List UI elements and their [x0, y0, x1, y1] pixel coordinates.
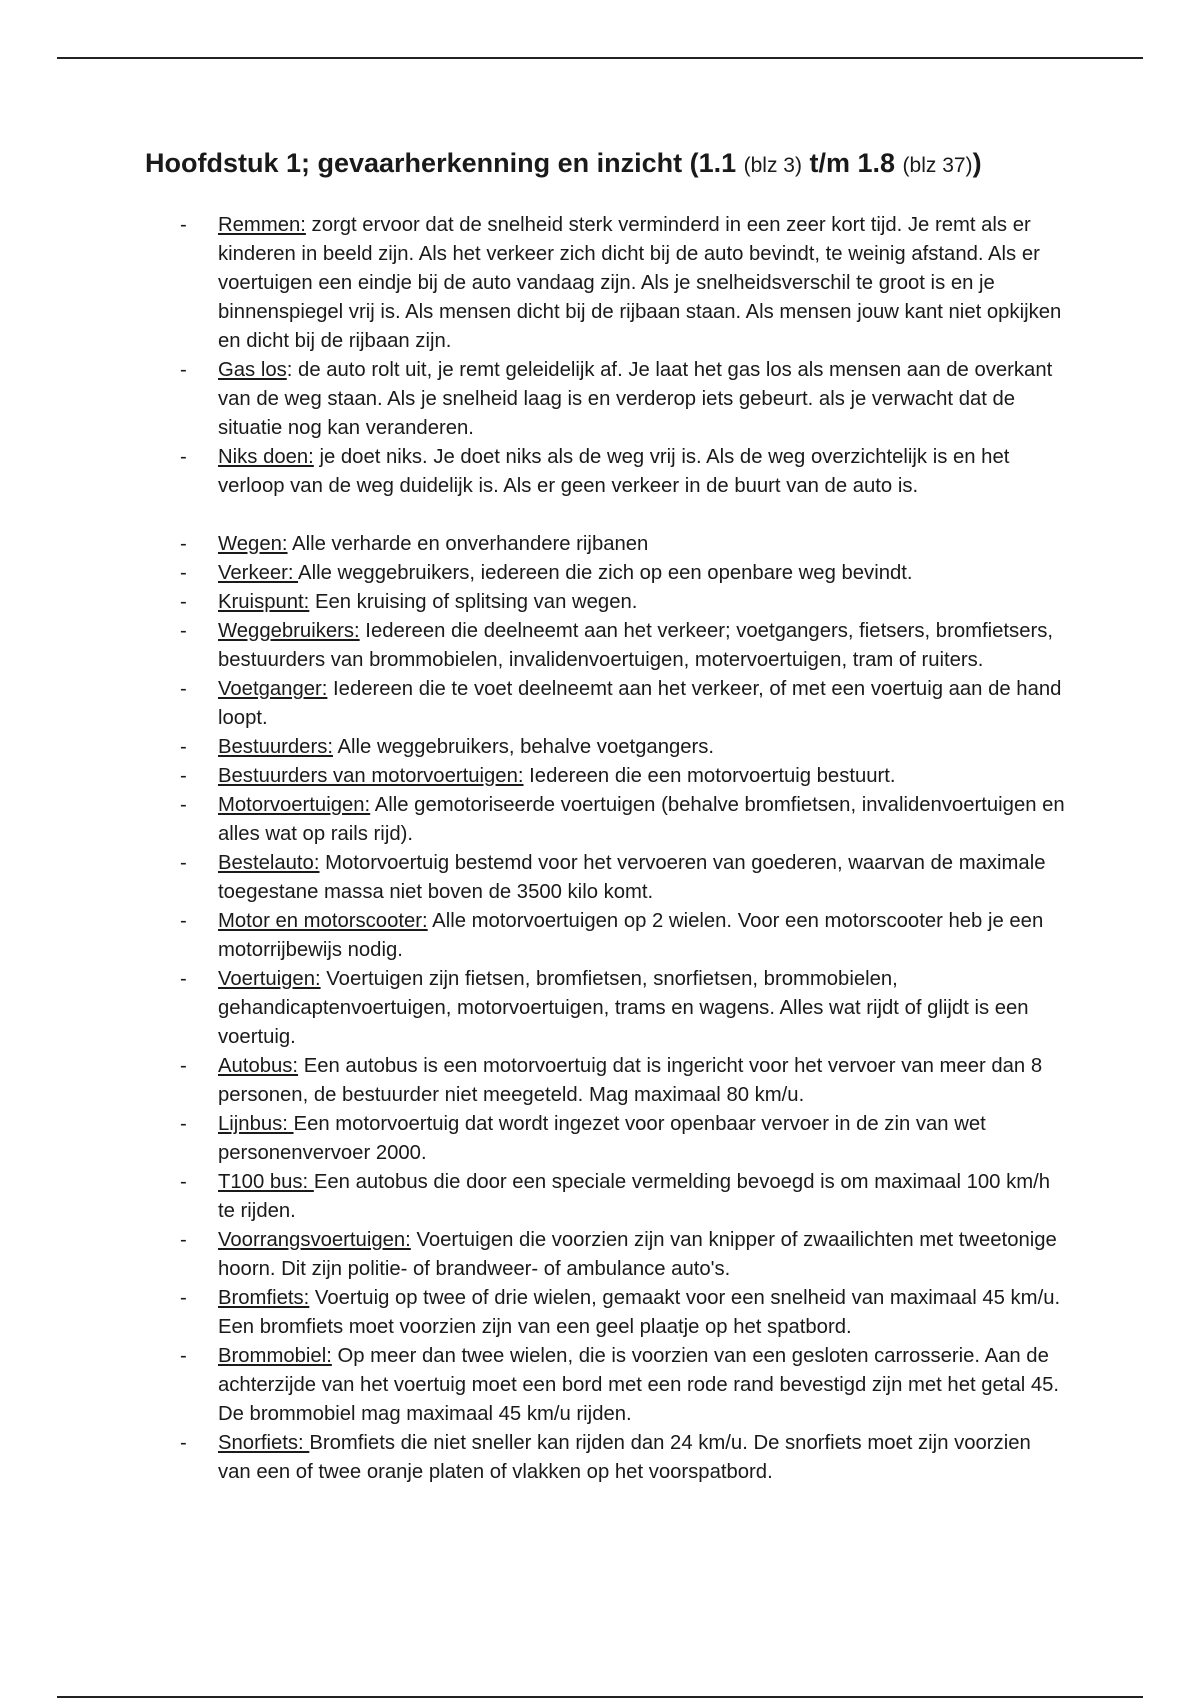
list-item-brommobiel: - Brommobiel: Op meer dan twee wielen, die is voorzien van een gesloten carrosserie. Aan de achterzijde van het voertuig moet een bord met een rode rand bevestigd zijn met het getal 45. De brommobiel mag maximaal 45 km/u rijden.	[180, 1345, 1060, 1425]
list-item-wegen: - Wegen: Alle verharde en onverhandere rijbanen	[180, 533, 649, 555]
list-item-bestuurders: - Bestuurders: Alle weggebruikers, behalve voetgangers.	[180, 736, 715, 758]
list-item-t100-bus: - T100 bus: Een autobus die door een speciale vermelding bevoegd is om maximaal 100 km/h te rijden.	[180, 1171, 1051, 1222]
list-item-bromfiets: - Bromfiets: Voertuig op twee of drie wielen, gemaakt voor een snelheid van maximaal 45 km/u. Een bromfiets moet voorzien zijn van een geel plaatje op het spatbord.	[180, 1287, 1061, 1338]
list-item-bestuurders-motorvoertuigen: - Bestuurders van motorvoertuigen: Iedereen die een motorvoertuig bestuurt.	[180, 765, 896, 787]
footer-rule	[57, 1696, 1143, 1698]
definition-list	[145, 211, 1065, 1487]
list-item-gas-los: - Gas los: de auto rolt uit, je remt geleidelijk af. Je laat het gas los als mensen aan de overkant van de weg staan. Als je snelheid laag is en verderop iets gebeurt. als je verwacht dat de situatie nog kan veranderen.	[180, 359, 1053, 439]
list-item-motorvoertuigen: - Motorvoertuigen: Alle gemotoriseerde voertuigen (behalve bromfietsen, invalidenvoertuigen en alles wat op rails rijd).	[180, 794, 1065, 845]
header-rule	[57, 57, 1143, 59]
list-item-voorrangsvoertuigen: - Voorrangsvoertuigen: Voertuigen die voorzien zijn van knipper of zwaailichten met tweetonige hoorn. Dit zijn politie- of brandweer- of ambulance auto's.	[180, 1229, 1057, 1280]
list-item-motor-motorscooter: - Motor en motorscooter: Alle motorvoertuigen op 2 wielen. Voor een motorscooter heb je een motorrijbewijs nodig.	[180, 910, 1044, 961]
list-item-voetganger: - Voetganger: Iedereen die te voet deelneemt aan het verkeer, of met een voertuig aan de hand loopt.	[180, 678, 1062, 729]
page-title: Hoofdstuk 1; gevaarherkenning en inzicht (1.1 (blz 3) t/m 1.8 (blz 37))	[145, 148, 982, 178]
list-item-snorfiets: - Snorfiets: Bromfiets die niet sneller kan rijden dan 24 km/u. De snorfiets moet zijn voorzien van een of twee oranje platen of vlakken op het voorspatbord.	[180, 1432, 1031, 1483]
list-item-bestelauto: - Bestelauto: Motorvoertuig bestemd voor het vervoeren van goederen, waarvan de maximale toegestane massa niet boven de 3500 kilo komt.	[180, 852, 1046, 903]
list-item-niks-doen: - Niks doen: je doet niks. Je doet niks als de weg vrij is. Als de weg overzichtelijk is en het verloop van de weg duidelijk is. Als er geen verkeer in de buurt van de auto is.	[180, 446, 1010, 497]
list-item-lijnbus: - Lijnbus: Een motorvoertuig dat wordt ingezet voor openbaar vervoer in de zin van wet personenvervoer 2000.	[180, 1113, 986, 1164]
list-item-voertuigen: - Voertuigen: Voertuigen zijn fietsen, bromfietsen, snorfietsen, brommobielen, gehandicaptenvoertuigen, motorvoertuigen, trams en wagens. Alles wat rijdt of glijdt is een voertuig.	[180, 968, 1029, 1048]
list-item-remmen: - Remmen: zorgt ervoor dat de snelheid sterk verminderd in een zeer kort tijd. Je remt als er kinderen in beeld zijn. Als het verkeer zich dicht bij de auto bevindt, te weinig afstand. Als er voertuigen een eindje bij de auto vandaag zijn. Als je snelheidsverschil te groot is en je binnenspiegel vrij is. Als mensen dicht bij de rijbaan staan. Als mensen jouw kant niet opkijken en dicht bij de rijbaan zijn.	[180, 214, 1062, 352]
list-item-weggebruikers: - Weggebruikers: Iedereen die deelneemt aan het verkeer; voetgangers, fietsers, bromfietsers, bestuurders van brommobielen, invalidenvoertuigen, motervoertuigen, tram of ruiters.	[180, 620, 1053, 671]
list-item-autobus: - Autobus: Een autobus is een motorvoertuig dat is ingericht voor het vervoer van meer dan 8 personen, de bestuurder niet meegeteld. Mag maximaal 80 km/u.	[180, 1055, 1043, 1106]
list-item-kruispunt: - Kruispunt: Een kruising of splitsing van wegen.	[180, 591, 638, 613]
list-item-verkeer: - Verkeer: Alle weggebruikers, iedereen die zich op een openbare weg bevindt.	[180, 562, 913, 584]
